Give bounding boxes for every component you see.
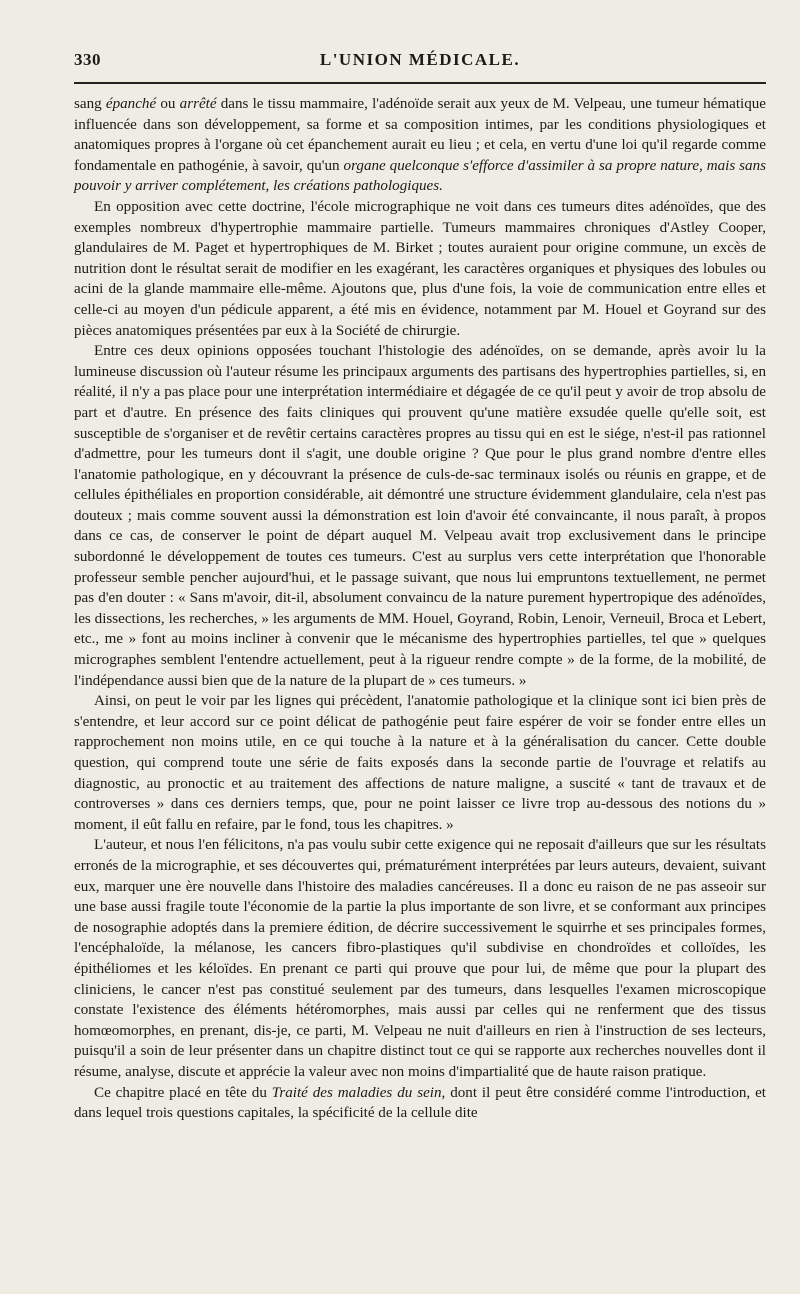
text-run: dans le tissu mammaire, l'adénoïde serait aux yeux de M. Velpeau, une tumeur hématique influencée dans son développement, sa forme et sa composition intimes, par les conditions physiologiques et anatomiques propres à l'organe où cet épanchement aurait eu lieu ; et cela, en vertu d'une loi qu'il regarde comme fondamentale en pathogénie, à savoir, qu'un — [74, 96, 766, 174]
text-run: ou — [156, 96, 180, 112]
italic-run: épanché — [105, 96, 157, 112]
italic-run: arrêté — [179, 96, 217, 112]
paragraph-4: Ainsi, on peut le voir par les lignes qui précèdent, l'anatomie pathologique et la clinique sont ici bien près de s'entendre, et leur accord sur ce point délicat de pathogénie peut faire espérer de voir se fonder entre elles un rapprochement non moins utile, en ce qui touche à la nature et à la généralisation du cancer. Cette double question, qui comprend toute une série de faits exposés dans la seconde partie de l'ouvrage et relatifs au diagnostic, au pronoctic et au traitement des affections de nature maligne, a suscité « tant de travaux et de controverses » dans ces derniers temps, que, pour ne point laisser ce livre trop au-dessous des notions du » moment, il eût fallu en refaire, par le fond, tous les chapitres. » — [74, 693, 766, 833]
body-text — [74, 94, 766, 1124]
italic-run: organe quelconque s'efforce d'assimiler à sa propre nature, mais sans pouvoir y arriver complétement, les créations pathologiques. — [74, 157, 767, 195]
paragraph-1 — [74, 94, 766, 197]
paragraph-3: Entre ces deux opinions opposées touchant l'histologie des adénoïdes, on se demande, après avoir lu la lumineuse discussion où l'auteur résume les principaux arguments des partisans des hypertrophies partielles, si, en réalité, il n'y a pas place pour une interprétation intermédiaire et dégagée de ce qu'il peut y avoir de trop absolu de part et d'autre. En présence des faits cliniques qui prouvent qu'une matière exsudée quelle qu'elle soit, est susceptible de s'organiser et de revêtir certains caractères propres au tissu qui en est le siége, n'est-il pas rationnel d'admettre, pour les tumeurs dont il s'agit, une double origine ? Que pour le plus grand nombre d'entre elles l'anatomie pathologique, en y découvrant la présence de culs-de-sac terminaux isolés ou réunis en grappe, et de cellules épithéliales en proportion considérable, ait démontré une structure évidemment glandulaire, cela n'est pas douteux ; mais comme souvent aussi la démonstration est loin d'avoir été convaincante, il nous paraît, à propos dans ce cas, de conserver le point de départ auquel M. Velpeau avait trop exclusivement dans le principe subordonné le développement de toutes ces tumeurs. C'est au surplus vers cette interprétation que l'honorable professeur semble pencher aujourd'hui, et le passage suivant, que nous lui empruntons textuellement, ne permet pas d'en douter : « Sans m'avoir, dit-il, absolument convaincu de la nature purement hypertropique des adénoïdes, les dissections, les recherches, » les arguments de MM. Houel, Goyrand, Robin, Lenoir, Verneuil, Broca et Lebert, etc., me » font au moins incliner à convenir que le mécanisme des hypertrophies partielles, tel que » quelques micrographes semblent l'entendre actuellement, peut à la rigueur rendre compte » de la forme, de la mobilité, de l'indépendance aussi bien que de la nature de la plupart de » ces tumeurs. » — [74, 343, 766, 689]
text-run: sang — [74, 96, 106, 112]
page-header — [74, 44, 766, 74]
paragraph-6 — [74, 1083, 766, 1124]
running-head: L'UNION MÉDICALE. — [319, 50, 521, 69]
page-number: 330 — [74, 50, 101, 69]
italic-run: Traité des maladies du sein, — [271, 1084, 446, 1101]
text-run: Ce chapitre placé en tête du — [94, 1084, 272, 1101]
text-run: dont il peut être considéré comme l'introduction, et dans lequel trois questions capitales, la spécificité de la cellule dite — [74, 1084, 766, 1122]
header-rule — [74, 82, 766, 84]
paragraph-2: En opposition avec cette doctrine, l'école micrographique ne voit dans ces tumeurs dites adénoïdes, que des exemples nombreux d'hypertrophie mammaire partielle. Tumeurs mammaires chroniques d'Astley Cooper, glandulaires de M. Paget et hypertrophiques de M. Birket ; toutes auraient pour origine commune, un excès de nutrition dont le résultat serait de modifier en les exagérant, les caractères organiques et physiques des lobules ou acini de la glande mammaire elle-même. Ajoutons que, plus d'une fois, la voie de communication entre elles et celle-ci au moyen d'un pédicule apparent, a été mis en évidence, notamment par M. Houel et Goyrand sur des pièces anatomiques présentées par eux à la Société de chirurgie. — [74, 198, 766, 339]
paragraph-5: L'auteur, et nous l'en félicitons, n'a pas voulu subir cette exigence qui ne reposait d'ailleurs que sur les résultats erronés de la micrographie, et ses découvertes qui, prématurément interprétées par leurs auteurs, devaient, suivant eux, marquer une ère nouvelle dans l'histoire des maladies cancéreuses. Il a donc eu raison de ne pas asseoir sur une base aussi fragile toute l'économie de la partie la plus importante de son livre, et se conformant aux principes de nosographie adoptés dans la premiere édition, de décrire successivement le squirrhe et ses principales formes, l'encéphaloïde, la mélanose, les cancers fibro-plastiques qu'il subdivise en chondroïdes et colloïdes, les épithéliomes et les kéloïdes. En prenant ce parti qui prouve que pour lui, de même que pour la plupart des cliniciens, le cancer n'est pas constitué seulement par des tumeurs, dans lesquelles l'examen microscopique constate l'existence des éléments hétéromorphes, mais aussi par celles qui ne renferment que des tissus homœomorphes, en prenant, dis-je, ce parti, M. Velpeau ne nuit d'ailleurs en rien à l'instruction de ses lecteurs, puisqu'il a soin de leur présenter dans un chapitre distinct tout ce qui se rapporte aux recherches nouvelles dont il résume, analyse, discute et apprécie la valeur avec non moins d'impartialité que de haute raison pratique. — [74, 837, 766, 1080]
